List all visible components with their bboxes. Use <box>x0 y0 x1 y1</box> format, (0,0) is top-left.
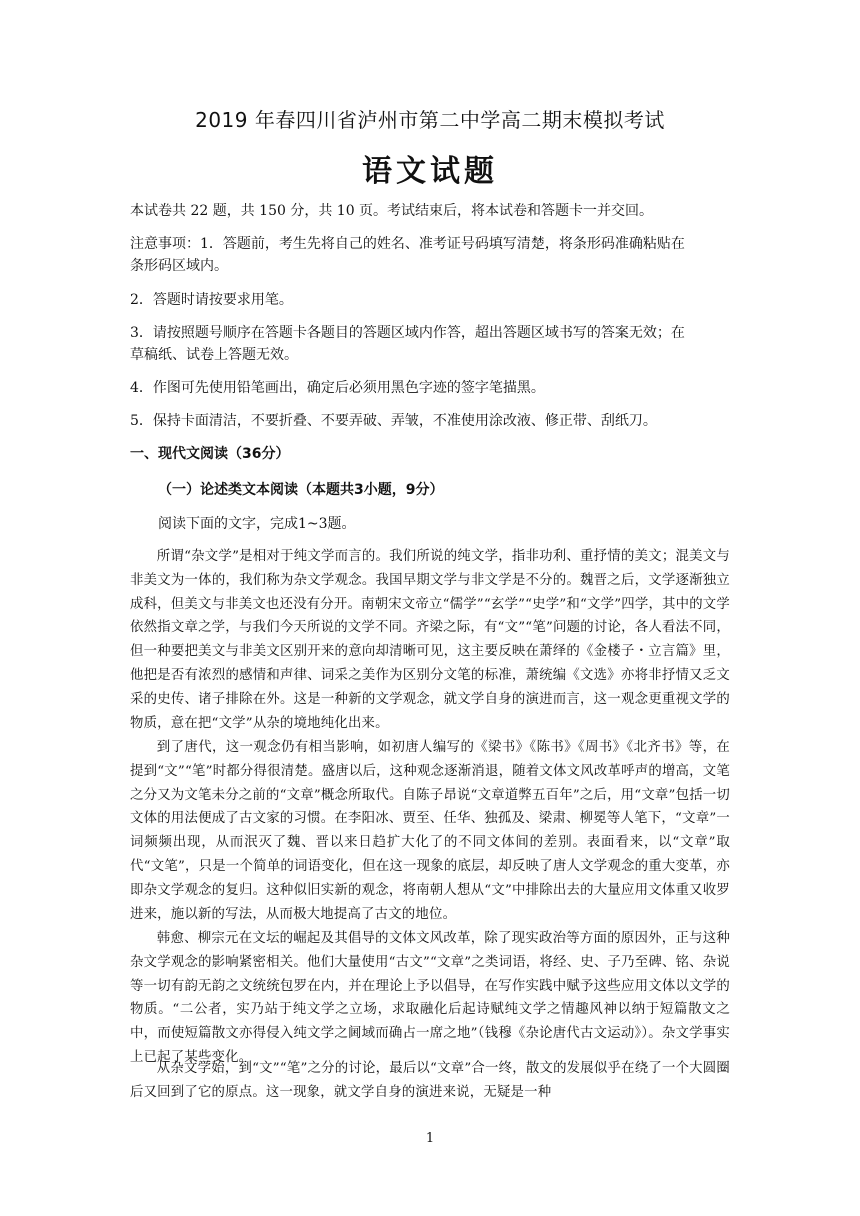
note-item-5: 5．保持卡面清洁，不要折叠、不要弄破、弄皱，不准使用涂改液、修正带、刮纸刀。 <box>130 413 657 429</box>
note-item-3-line-1: 3．请按照题号顺序在答题卡各题目的答题区域内作答，超出答题区域书写的答案无效；在 <box>130 325 685 341</box>
note-item-3-line-2: 草稿纸、试卷上答题无效。 <box>130 347 298 363</box>
section-heading: 一、现代文阅读（36分） <box>130 446 290 462</box>
page-number: 1 <box>425 1131 435 1146</box>
note-item-1-line-1: 注意事项：1．答题前，考生先将自己的姓名、准考证号码填写清楚，将条形码准确粘贴在 <box>130 236 685 252</box>
exam-title: 语文试题 <box>362 154 498 189</box>
note-item-1-line-2: 条形码区域内。 <box>130 258 228 274</box>
reading-instruction: 阅读下面的文字，完成1~3题。 <box>158 516 356 532</box>
note-item-4: 4．作图可先使用铅笔画出，确定后必须用黑色字迹的签字笔描黑。 <box>130 380 545 396</box>
section-subheading: （一）论述类文本阅读（本题共3小题，9分） <box>158 482 444 498</box>
passage-paragraph-4: 从杂文学始，到“文”“笔”之分的讨论，最后以“文章”合一终，散文的发展似乎在绕了一个大圆圈后又回到了它的原点。这一现象，就文学自身的演进来说，无疑是一种 <box>130 1061 730 1100</box>
exam-subtitle: 2019 年春四川省泸州市第二中学高二期末模拟考试 <box>195 108 665 132</box>
passage-paragraph-2: 到了唐代，这一观念仍有相当影响，如初唐人编写的《梁书》《陈书》《周书》《北齐书》等，在提到“文”“笔”时都分得很清楚。盛唐以后，这种观念逐渐消退，随着文体文风改革呼声的增高，文笔之分又为文笔未分之前的“文章”概念所取代。自陈子昂说“文章道弊五百年”之后，用“文章”包括一切文体的用法便成了古文家的习惯。在李阳冰、贾至、任华、独孤及、梁肃、柳冕等人笔下，“文章”一词频频出现，从而泯灭了魏、晋以来日趋扩大化了的不同文体间的差别。表面看来，以“文章”取代“文笔”，只是一个简单的词语变化，但在这一现象的底层，却反映了唐人文学观念的重大变革，亦即杂文学观念的复归。这种似旧实新的观念，将南朝人想从“文”中排除出去的大量应用文体重又收罗进来，施以新的写法，从而极大地提高了古文的地位。 <box>130 740 730 922</box>
note-item-2: 2．答题时请按要求用笔。 <box>130 292 293 308</box>
exam-intro: 本试卷共 22 题，共 150 分，共 10 页。考试结束后，将本试卷和答题卡一并交回。 <box>130 203 654 219</box>
passage-paragraph-1: 所谓“杂文学”是相对于纯文学而言的。我们所说的纯文学，指非功利、重抒情的美文；混美文与非美文为一体的，我们称为杂文学观念。我国早期文学与非文学是不分的。魏晋之后，文学逐渐独立成科，但美文与非美文也还没有分开。南朝宋文帝立“儒学”“玄学”“史学”和“文学”四学，其中的文学依然指文章之学，与我们今天所说的文学不同。齐梁之际，有“文”“笔”问题的讨论，各人看法不同，但一种要把美文与非美文区别开来的意向却清晰可见，这主要反映在萧绎的《金楼子・立言篇》里，他把是否有浓烈的感情和声律、词采之美作为区别分文笔的标准，萧统编《文选》亦将非抒情又乏文采的史传、诸子排除在外。这是一种新的文学观念，就文学自身的演进而言，这一观念更重视文学的物质，意在把“文学”从杂的境地纯化出来。 <box>130 549 730 731</box>
passage-paragraph-3: 韩愈、柳宗元在文坛的崛起及其倡导的文体文风改革，除了现实政治等方面的原因外，正与这种杂文学观念的影响紧密相关。他们大量使用“古文”“文章”之类词语，将经、史、子乃至碑、铭、杂说等一切有韵无韵之文统统包罗在内，并在理论上予以倡导，在写作实践中赋予这些应用文体以文学的物质。“二公者，实乃站于纯文学之立场，求取融化后起诗赋纯文学之情趣风神以纳于短篇散文之中，而使短篇散文亦得侵入纯文学之阃域而确占一席之地”（钱穆《杂论唐代古文运动》）。杂文学事实上已起了某些变化。 <box>130 931 730 1065</box>
